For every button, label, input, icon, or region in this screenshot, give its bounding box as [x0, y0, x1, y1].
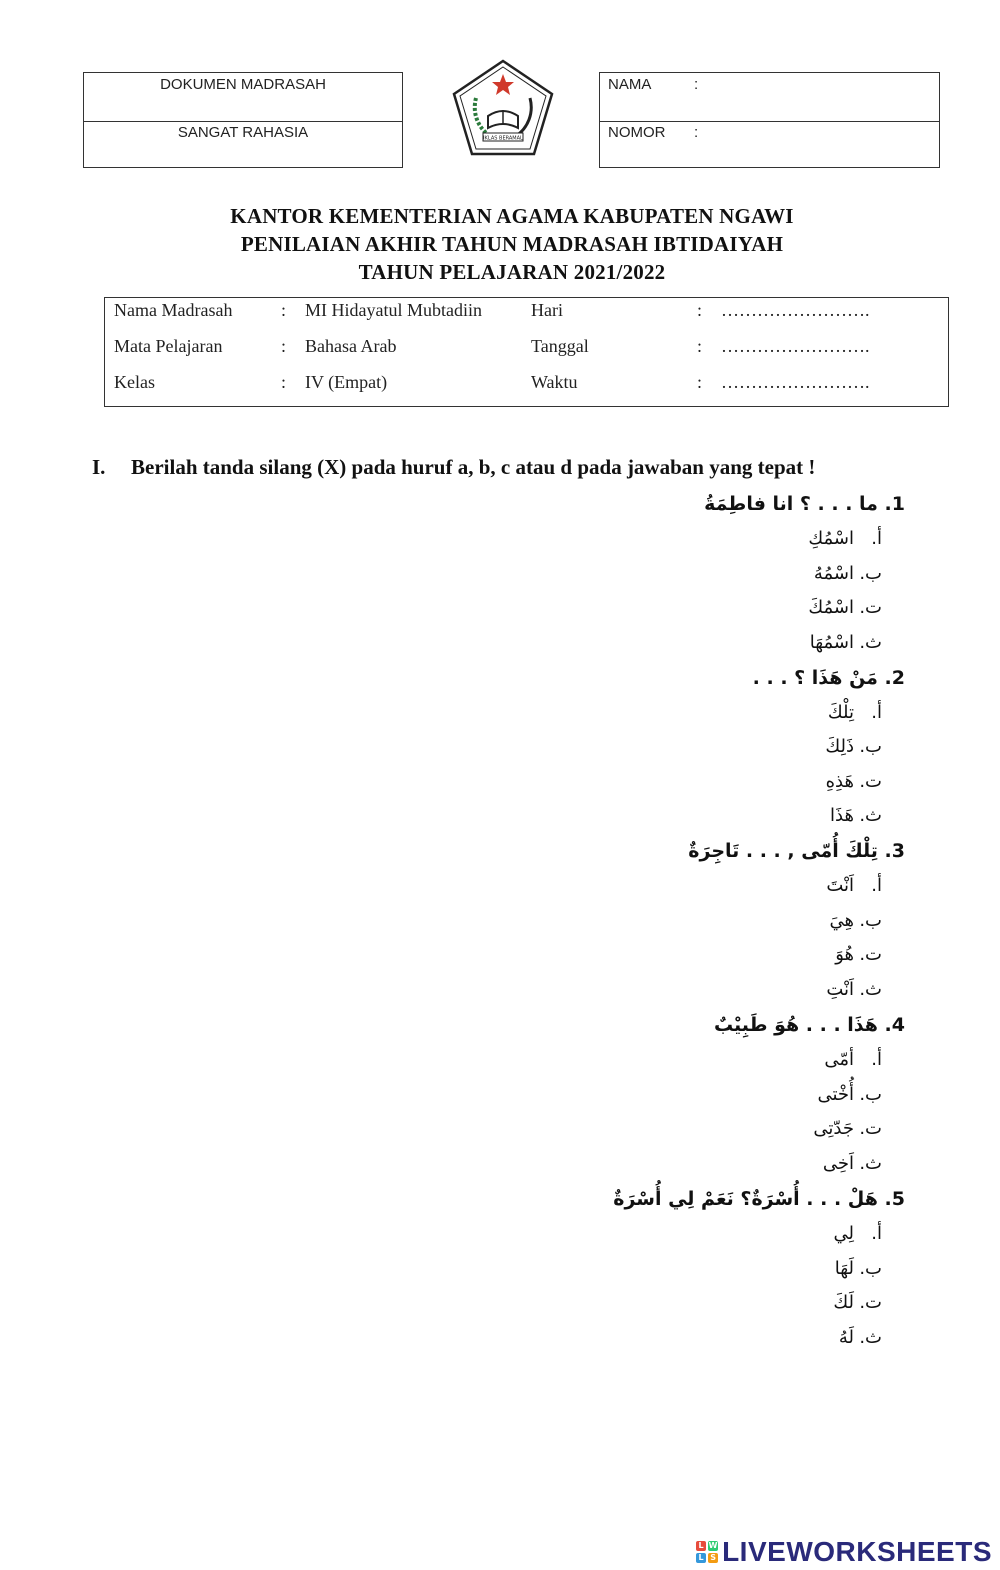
logo-tile: W	[708, 1541, 718, 1550]
exam-info-box	[104, 297, 949, 407]
classification: SANGAT RAHASIA	[177, 124, 309, 141]
option-4c[interactable]	[813, 1118, 882, 1139]
info-value: …………………….	[721, 372, 870, 392]
logo-tile: S	[708, 1553, 718, 1563]
info-label: Mata Pelajaran	[114, 336, 223, 356]
option-text: اسْمُكِ	[808, 528, 854, 549]
option-letter: أ.	[871, 1223, 882, 1244]
info-value: …………………….	[721, 300, 870, 320]
option-letter: ث.	[859, 1327, 882, 1348]
option-text: هُوَ	[835, 944, 854, 965]
info-label: Hari	[531, 300, 563, 320]
option-5c[interactable]	[833, 1292, 882, 1313]
option-4a[interactable]	[824, 1049, 882, 1070]
option-letter: ث.	[859, 979, 882, 1000]
brand-name: LIVEWORKSHEETS	[722, 1536, 992, 1567]
info-value: MI Hidayatul Mubtadiin	[305, 300, 482, 320]
option-3c[interactable]	[835, 944, 882, 965]
option-letter: ت.	[859, 944, 882, 965]
option-letter: ب.	[859, 563, 882, 584]
option-letter: ت.	[859, 771, 882, 792]
option-2d[interactable]	[830, 805, 882, 826]
option-letter: ث.	[859, 805, 882, 826]
info-label: Waktu	[531, 372, 578, 392]
option-3d[interactable]	[826, 979, 882, 1000]
option-1d[interactable]	[810, 632, 882, 653]
number-label: NOMOR	[608, 124, 666, 141]
name-label: NAMA	[608, 76, 652, 93]
option-text: هِيَ	[829, 910, 854, 931]
info-value: Bahasa Arab	[305, 336, 397, 356]
info-value: IV (Empat)	[305, 372, 388, 392]
option-letter: ت.	[859, 1118, 882, 1139]
liveworksheets-brand[interactable]	[696, 1536, 992, 1568]
option-letter: أ.	[871, 875, 882, 896]
ministry-logo	[448, 58, 558, 158]
colon: :	[694, 124, 699, 141]
document-type: DOKUMEN MADRASAH	[160, 76, 326, 93]
option-4b[interactable]	[817, 1084, 882, 1105]
question-1: 1. ما . . . ؟ انا فاطِمَةُ	[704, 493, 905, 515]
info-colon: :	[697, 372, 703, 392]
option-2b[interactable]	[825, 736, 882, 757]
option-text: أُخْتى	[817, 1084, 854, 1105]
option-text: أمّى	[824, 1049, 854, 1070]
info-label: Kelas	[114, 372, 155, 392]
option-text: اَخِى	[822, 1153, 854, 1174]
option-letter: ب.	[859, 910, 882, 931]
option-text: تِلْكَ	[827, 702, 854, 723]
option-letter: ب.	[859, 1084, 882, 1105]
option-letter: ب.	[859, 736, 882, 757]
option-3a[interactable]	[826, 875, 882, 896]
liveworksheets-logo-icon	[696, 1541, 718, 1563]
title-line-3: TAHUN PELAJARAN 2021/2022	[358, 260, 666, 284]
logo-tile: L	[696, 1553, 706, 1563]
option-text: ذَلِكَ	[825, 736, 854, 757]
divider	[84, 121, 402, 122]
info-colon: :	[697, 336, 703, 356]
info-colon: :	[281, 372, 287, 392]
option-letter: ب.	[859, 1258, 882, 1279]
option-text: اسْمُهَا	[809, 632, 854, 653]
name-field[interactable]	[608, 76, 939, 93]
info-colon: :	[281, 300, 287, 320]
option-text: اَنْتِ	[826, 979, 854, 1000]
header-left-box	[83, 72, 403, 168]
info-label: Nama Madrasah	[114, 300, 233, 320]
info-label: Tanggal	[531, 336, 589, 356]
info-colon: :	[697, 300, 703, 320]
option-4d[interactable]	[823, 1153, 882, 1174]
option-1a[interactable]	[808, 528, 882, 549]
question-4: 4. هَذَا . . . هُوَ طَبِيْبٌ	[713, 1014, 905, 1036]
option-letter: أ.	[871, 1049, 882, 1070]
section-instruction: Berilah tanda silang (X) pada huruf a, b, c atau d pada jawaban yang tepat !	[131, 455, 816, 479]
header-right-box	[599, 72, 940, 168]
logo-tile: L	[696, 1541, 706, 1551]
option-text: جَدّتِى	[813, 1118, 854, 1139]
option-text: لَهَا	[834, 1258, 854, 1279]
option-text: لِي	[833, 1223, 854, 1244]
option-3b[interactable]	[830, 910, 883, 931]
option-letter: أ.	[871, 528, 882, 549]
option-5d[interactable]	[839, 1327, 882, 1348]
option-letter: ث.	[859, 1153, 882, 1174]
option-2c[interactable]	[826, 771, 882, 792]
svg-text:IKLAS BERAMAL: IKLAS BERAMAL	[483, 135, 523, 142]
option-5b[interactable]	[835, 1258, 882, 1279]
question-3: 3. تِلْكَ أُمّى , . . . تَاجِرَةٌ	[688, 840, 905, 862]
section-number: I.	[92, 455, 106, 479]
divider	[600, 121, 939, 122]
option-letter: ت.	[859, 1292, 882, 1313]
option-letter: ت.	[859, 597, 882, 618]
info-colon: :	[281, 336, 287, 356]
star-icon	[492, 74, 514, 95]
title-line-2: PENILAIAN AKHIR TAHUN MADRASAH IBTIDAIYAH	[240, 232, 784, 256]
option-2a[interactable]	[828, 702, 882, 723]
option-1b[interactable]	[814, 563, 882, 584]
option-1c[interactable]	[808, 597, 882, 618]
option-text: هَذَا	[830, 805, 854, 826]
option-5a[interactable]	[834, 1223, 883, 1244]
question-2: 2. مَنْ هَذَا ؟ . . .	[752, 667, 905, 689]
option-letter: أ.	[871, 702, 882, 723]
option-text: اسْمُهُ	[813, 563, 854, 584]
option-letter: ث.	[859, 632, 882, 653]
option-text: لَهُ	[838, 1327, 854, 1348]
option-text: اَنْتَ	[826, 875, 854, 896]
info-value: …………………….	[721, 336, 870, 356]
option-text: لَكَ	[833, 1292, 854, 1313]
question-5: 5. هَلْ . . . أُسْرَةٌ؟ نَعَمْ لِي أُسْرَةٌ	[613, 1188, 905, 1210]
number-field[interactable]	[608, 124, 939, 141]
option-text: هَذِهِ	[825, 771, 854, 792]
title-line-1: KANTOR KEMENTERIAN AGAMA KABUPATEN NGAWI	[230, 204, 794, 228]
colon: :	[694, 76, 699, 93]
option-text: اسْمُكَ	[808, 597, 854, 618]
